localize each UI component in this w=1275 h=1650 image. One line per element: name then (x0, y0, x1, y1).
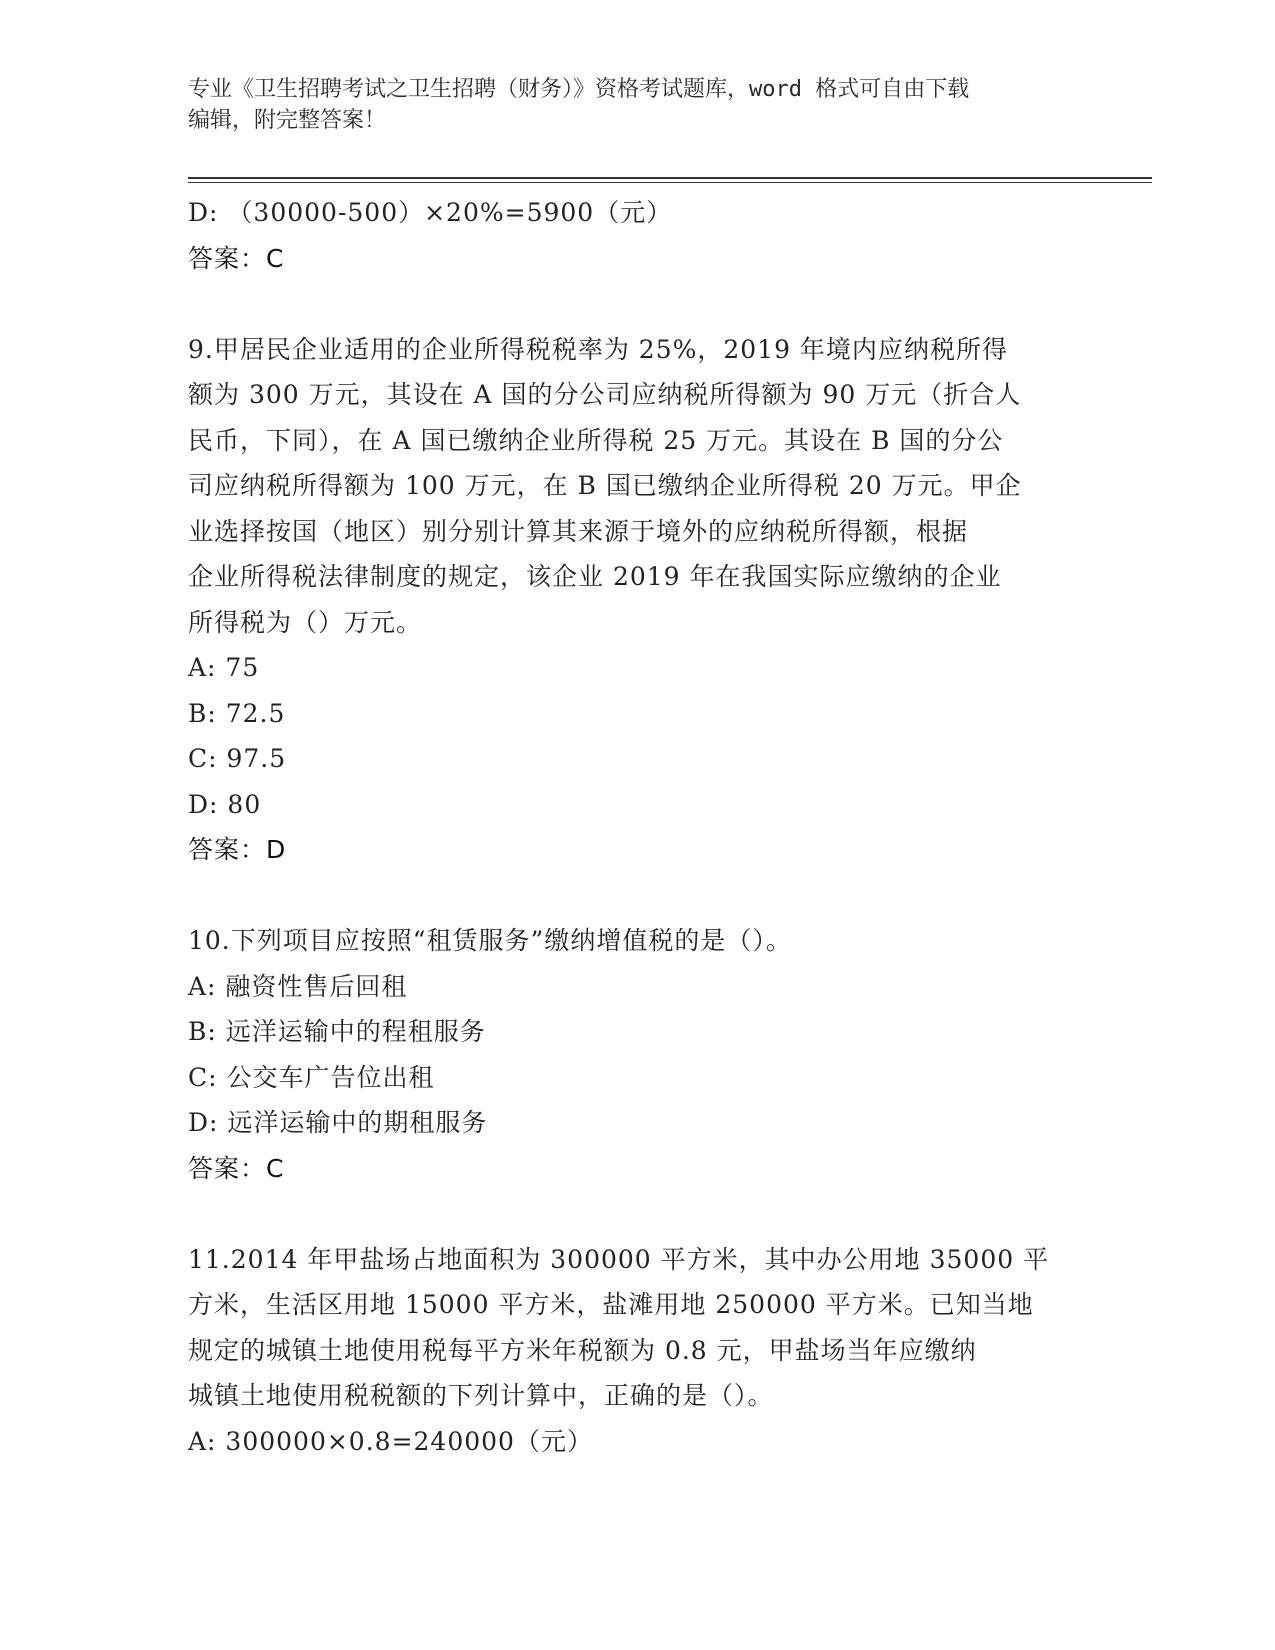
question-9-line: 额为 300 万元，其设在 A 国的分公司应纳税所得额为 90 万元（折合人 (188, 380, 1022, 409)
document-header (188, 74, 1068, 136)
question-11-line: 规定的城镇土地使用税每平方米年税额为 0.8 元，甲盐场当年应缴纳 (188, 1335, 977, 1365)
question-content (188, 190, 1088, 1464)
question-9-line: 业选择按国（地区）别分别计算其来源于境外的应纳税所得额，根据 (188, 516, 969, 546)
question-11 (188, 1237, 1088, 1465)
question-10-line: 10.下列项目应按照“租赁服务”缴纳增值税的是（）。 (188, 926, 792, 955)
header-divider-thin (188, 182, 1152, 183)
question-9-option-a: A: 75 (188, 653, 260, 682)
header-divider-thick (188, 177, 1152, 179)
header-line-2: 编辑，附完整答案！ (188, 108, 387, 133)
question-11-option-a: A: 300000×0.8=240000（元） (188, 1426, 593, 1456)
question-9-line: 民币，下同），在 A 国已缴纳企业所得税 25 万元。其设在 B 国的分公 (188, 425, 1004, 455)
question-10-option-b: B: 远洋运输中的程租服务 (188, 1017, 486, 1046)
question-9-answer: 答案：D (188, 835, 287, 864)
question-10-answer: 答案：C (188, 1153, 285, 1183)
question-9-line: 司应纳税所得额为 100 万元，在 B 国已缴纳企业所得税 20 万元。甲企 (188, 471, 1022, 500)
question-11-line: 方米，生活区用地 15000 平方米，盐滩用地 250000 平方米。已知当地 (188, 1290, 1034, 1319)
prev-answer: 答案：C (188, 243, 285, 273)
question-9 (188, 327, 1088, 873)
question-11-line: 11.2014 年甲盐场占地面积为 300000 平方米，其中办公用地 35000 平 (188, 1244, 1050, 1274)
question-9-option-d: D: 80 (188, 789, 262, 819)
question-9-line: 企业所得税法律制度的规定，该企业 2019 年在我国实际应缴纳的企业 (188, 562, 1002, 591)
spacer (188, 873, 1088, 919)
question-10 (188, 918, 1088, 1191)
prev-option-d: D: （30000-500）×20%=5900（元） (188, 198, 673, 227)
question-9-option-c: C: 97.5 (188, 744, 287, 773)
question-9-line: 所得税为（）万元。 (188, 607, 423, 637)
question-11-line: 城镇土地使用税税额的下列计算中，正确的是（）。 (188, 1381, 774, 1410)
question-10-option-d: D: 远洋运输中的期租服务 (188, 1108, 488, 1137)
question-10-option-c: C: 公交车广告位出租 (188, 1062, 435, 1092)
header-line-1: 专业《卫生招聘考试之卫生招聘（财务）》资格考试题库，word 格式可自由下载 (188, 77, 970, 102)
question-9-line: 9.甲居民企业适用的企业所得税税率为 25%，2019 年境内应纳税所得 (188, 334, 1008, 364)
spacer (188, 1191, 1088, 1237)
question-9-option-b: B: 72.5 (188, 698, 286, 728)
spacer (188, 281, 1088, 327)
question-10-option-a: A: 融资性售后回租 (188, 971, 408, 1001)
